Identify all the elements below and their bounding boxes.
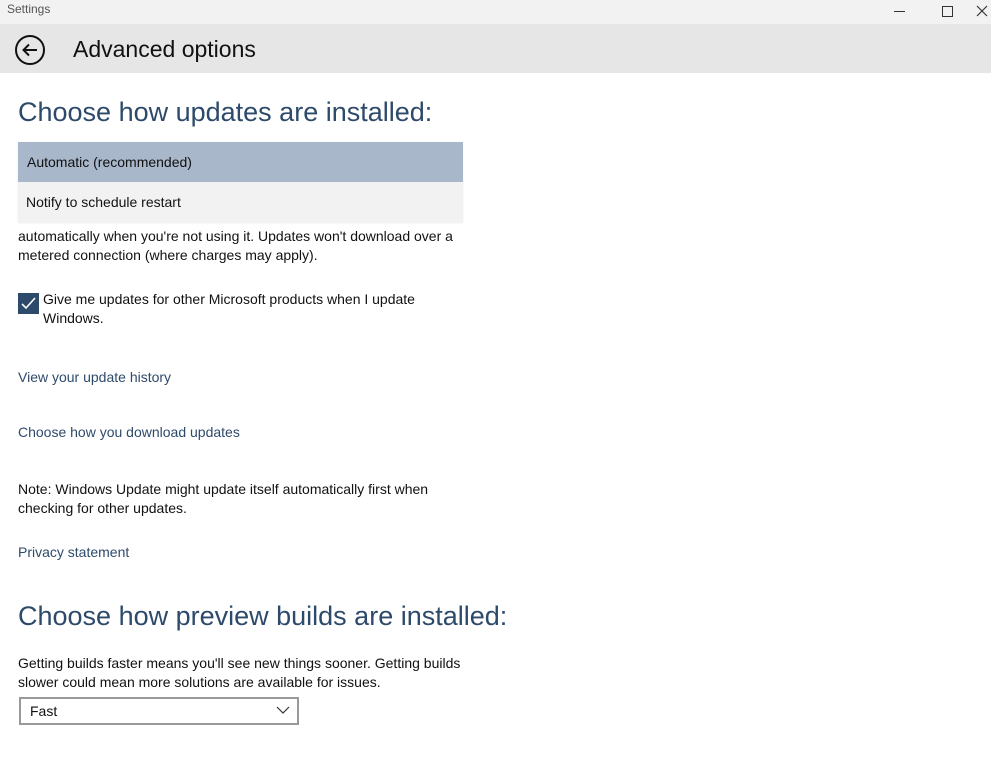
minimize-icon — [894, 11, 905, 12]
updates-section-heading: Choose how updates are installed: — [18, 97, 433, 127]
minimize-button[interactable] — [884, 0, 914, 22]
maximize-icon — [942, 6, 953, 17]
preview-description: Getting builds faster means you'll see new things sooner. Getting builds slower could mean more solutions are available for issues. — [18, 655, 461, 690]
window-title: Settings — [7, 2, 51, 16]
privacy-statement-link[interactable]: Privacy statement — [18, 544, 130, 560]
other-products-checkbox[interactable] — [18, 293, 39, 314]
close-button[interactable] — [976, 0, 991, 22]
preview-speed-select[interactable] — [19, 697, 299, 725]
maximize-button[interactable] — [932, 0, 962, 22]
windows-update-note: Note: Windows Update might update itself automatically first when checking for other updates. — [18, 481, 429, 516]
view-update-history-link[interactable]: View your update history — [18, 369, 172, 385]
back-arrow-icon — [22, 43, 38, 57]
install-method-dropdown-list — [18, 142, 463, 222]
dropdown-option-automatic[interactable]: Automatic (recommended) — [18, 142, 463, 182]
header-bar — [0, 24, 991, 73]
page-title: Advanced options — [73, 36, 256, 62]
chevron-down-icon — [276, 705, 290, 715]
preview-speed-value: Fast — [30, 703, 58, 719]
updates-description-line-1: automatically when you're not using it. Updates won't download over a — [18, 228, 453, 244]
back-button[interactable] — [15, 35, 45, 65]
updates-description-line-2: metered connection (where charges may apply). — [18, 247, 318, 263]
close-icon — [976, 5, 988, 17]
preview-section-heading: Choose how preview builds are installed: — [18, 601, 508, 631]
title-bar — [0, 0, 991, 24]
checkmark-icon — [21, 297, 36, 310]
other-products-checkbox-label[interactable]: Give me updates for other Microsoft products when I update Windows. — [43, 291, 415, 326]
choose-download-updates-link[interactable]: Choose how you download updates — [18, 424, 240, 440]
dropdown-option-notify[interactable]: Notify to schedule restart — [26, 194, 181, 210]
